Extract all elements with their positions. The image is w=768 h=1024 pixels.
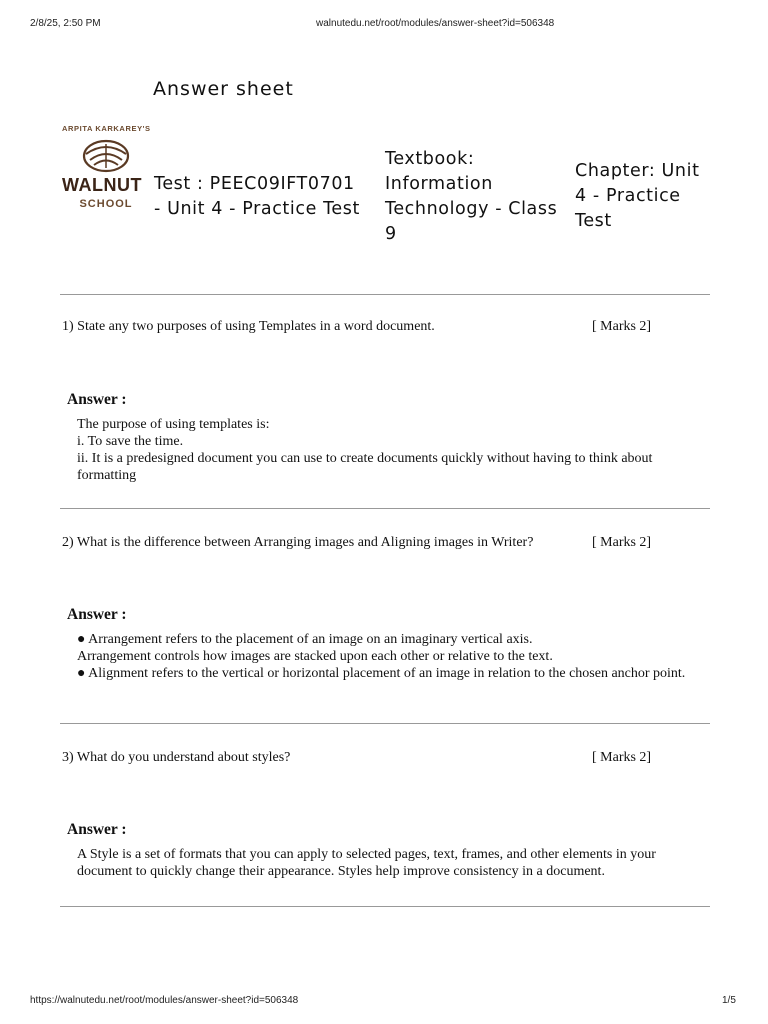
divider (60, 508, 710, 509)
print-footer-url: https://walnutedu.net/root/modules/answer-sheet?id=506348 (30, 995, 299, 1006)
answer-line: ii. It is a predesigned document you can use to create documents quickly without having to think about formatting (77, 451, 653, 483)
answer-line: i. To save the time. (77, 434, 184, 449)
textbook-info-line: Textbook: (385, 149, 475, 169)
test-info (154, 172, 360, 222)
answer-2-body (77, 631, 697, 682)
question-2-marks: [ Marks 2] (592, 535, 652, 550)
school-logo (60, 124, 152, 216)
chapter-info-line: 4 - Practice (575, 186, 681, 206)
textbook-info-line: Technology - Class (385, 199, 558, 219)
test-info-line: Test : PEEC09IFT0701 (154, 174, 355, 194)
logo-sub: SCHOOL (79, 198, 133, 210)
answer-line: Arrangement controls how images are stacked upon each other or relative to the text. (77, 649, 553, 664)
answer-line: ● Arrangement refers to the placement of an image on an imaginary vertical axis. (77, 632, 533, 647)
question-1: 1) State any two purposes of using Templates in a word document. (62, 319, 435, 334)
print-header-url: walnutedu.net/root/modules/answer-sheet?id=506348 (316, 18, 555, 29)
question-3: 3) What do you understand about styles? (62, 750, 291, 765)
page-title: Answer sheet (153, 78, 294, 100)
answer-3-label: Answer : (67, 821, 127, 838)
logo-name: WALNUT (62, 175, 142, 195)
divider (60, 723, 710, 724)
answer-2-label: Answer : (67, 606, 127, 623)
divider (60, 906, 710, 907)
answer-line: ● Alignment refers to the vertical or horizontal placement of an image in relation to the chosen anchor point. (77, 666, 686, 681)
answer-1-body (77, 416, 697, 484)
divider (60, 294, 710, 295)
answer-3-body (77, 846, 697, 880)
answer-line: A Style is a set of formats that you can apply to selected pages, text, frames, and other elements in your document to quickly change their appearance. Styles help improve consistency in a document. (77, 847, 656, 879)
test-info-line: - Unit 4 - Practice Test (154, 199, 360, 219)
answer-line: The purpose of using templates is: (77, 417, 270, 432)
question-1-marks: [ Marks 2] (592, 319, 652, 334)
print-datetime: 2/8/25, 2:50 PM (30, 18, 101, 29)
chapter-info (575, 159, 700, 234)
walnut-icon (82, 138, 130, 174)
logo-top-text: ARPITA KARKAREY'S (62, 124, 151, 133)
question-3-marks: [ Marks 2] (592, 750, 652, 765)
textbook-info-line: 9 (385, 224, 397, 244)
question-2: 2) What is the difference between Arranging images and Aligning images in Writer? (62, 535, 534, 550)
page-number: 1/5 (722, 995, 736, 1006)
chapter-info-line: Chapter: Unit (575, 161, 700, 181)
textbook-info-line: Information (385, 174, 493, 194)
answer-1-label: Answer : (67, 391, 127, 408)
textbook-info (385, 147, 557, 247)
chapter-info-line: Test (575, 211, 612, 231)
